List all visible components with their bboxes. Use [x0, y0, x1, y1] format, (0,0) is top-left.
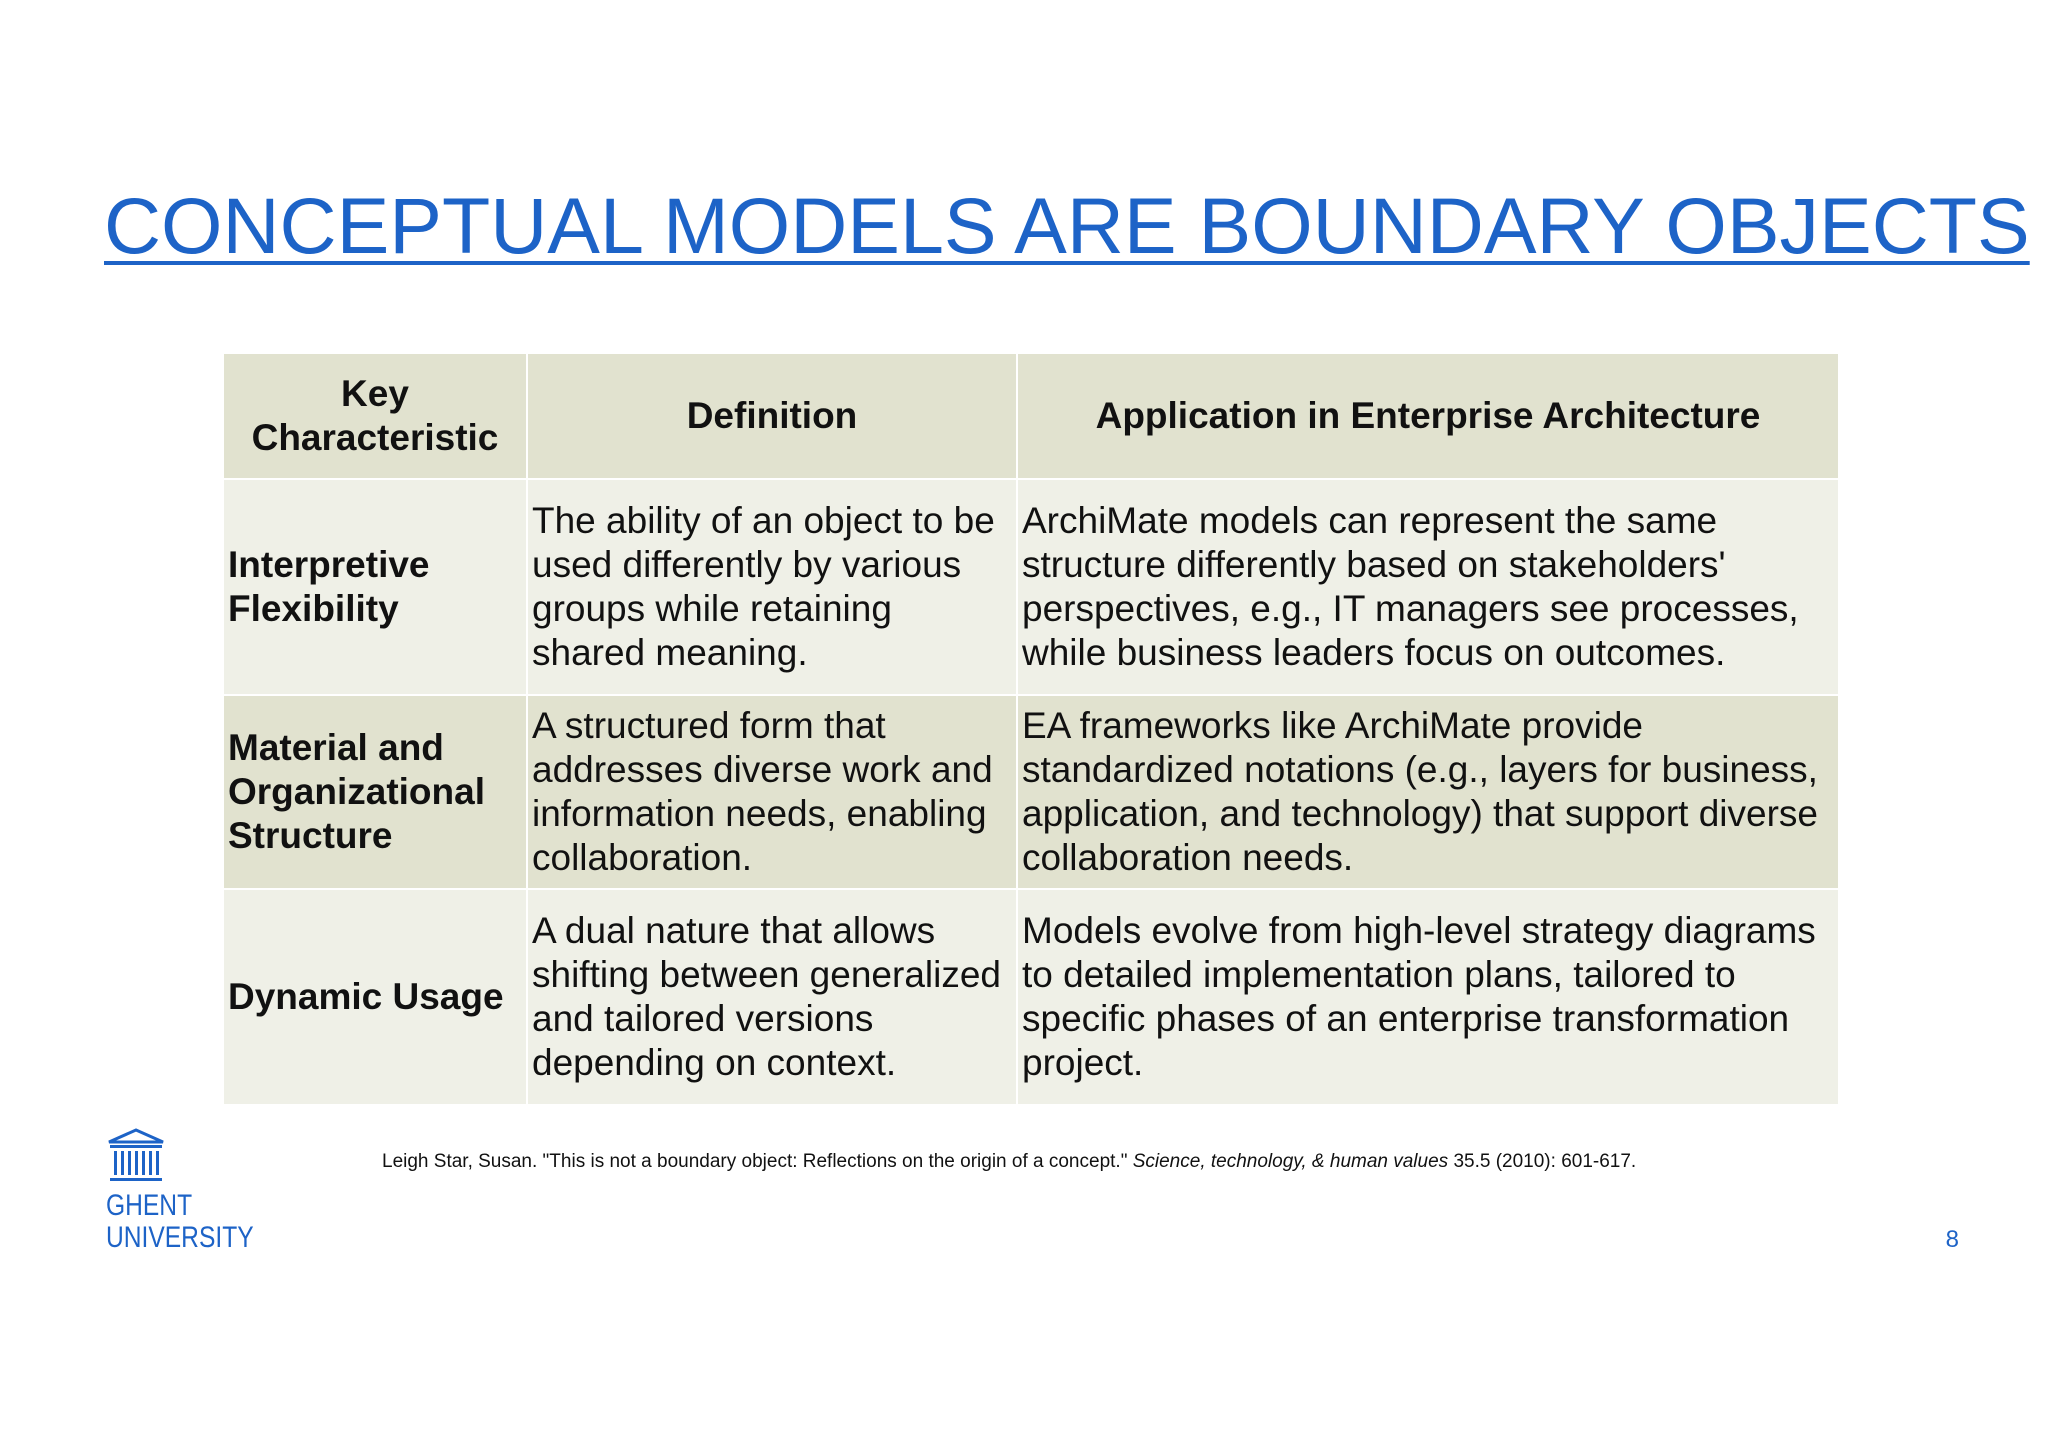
ghent-university-logo — [106, 1128, 266, 1258]
table-header-row — [223, 353, 1839, 479]
header-definition: Definition — [527, 353, 1017, 479]
row-application: ArchiMate models can represent the same structure differently based on stakeholders' perspectives, e.g., IT managers see processes, while business leaders focus on outcomes. — [1017, 479, 1839, 695]
header-application: Application in Enterprise Architecture — [1017, 353, 1839, 479]
table-row — [223, 479, 1839, 695]
logo-line-university: UNIVERSITY — [106, 1221, 254, 1254]
row-application: EA frameworks like ArchiMate provide standardized notations (e.g., layers for business, application, and technology) that support diverse collaboration needs. — [1017, 695, 1839, 889]
table-row — [223, 695, 1839, 889]
row-key: Material and Organizational Structure — [223, 695, 527, 889]
table-row — [223, 889, 1839, 1105]
logo-line-ghent: GHENT — [106, 1189, 193, 1222]
university-building-icon — [106, 1128, 266, 1186]
header-key-characteristic: Key Characteristic — [223, 353, 527, 479]
row-definition: A structured form that addresses diverse work and information needs, enabling collaboration. — [527, 695, 1017, 889]
row-key: Interpretive Flexibility — [223, 479, 527, 695]
row-definition: The ability of an object to be used differently by various groups while retaining shared meaning. — [527, 479, 1017, 695]
logo-wordmark — [106, 1190, 254, 1254]
citation-journal: Science, technology, & human values — [1132, 1151, 1449, 1172]
citation-details: 35.5 (2010): 601-617. — [1453, 1151, 1637, 1172]
boundary-objects-table — [222, 352, 1840, 1106]
row-key: Dynamic Usage — [223, 889, 527, 1105]
slide-title: CONCEPTUAL MODELS ARE BOUNDARY OBJECTS — [104, 181, 2030, 270]
page-number: 8 — [1945, 1226, 1959, 1253]
row-application: Models evolve from high-level strategy diagrams to detailed implementation plans, tailored to specific phases of an enterprise transformation project. — [1017, 889, 1839, 1105]
citation — [382, 1150, 1636, 1174]
row-definition: A dual nature that allows shifting between generalized and tailored versions depending on context. — [527, 889, 1017, 1105]
citation-authors-title: Leigh Star, Susan. "This is not a boundary object: Reflections on the origin of a concept." — [382, 1151, 1128, 1172]
